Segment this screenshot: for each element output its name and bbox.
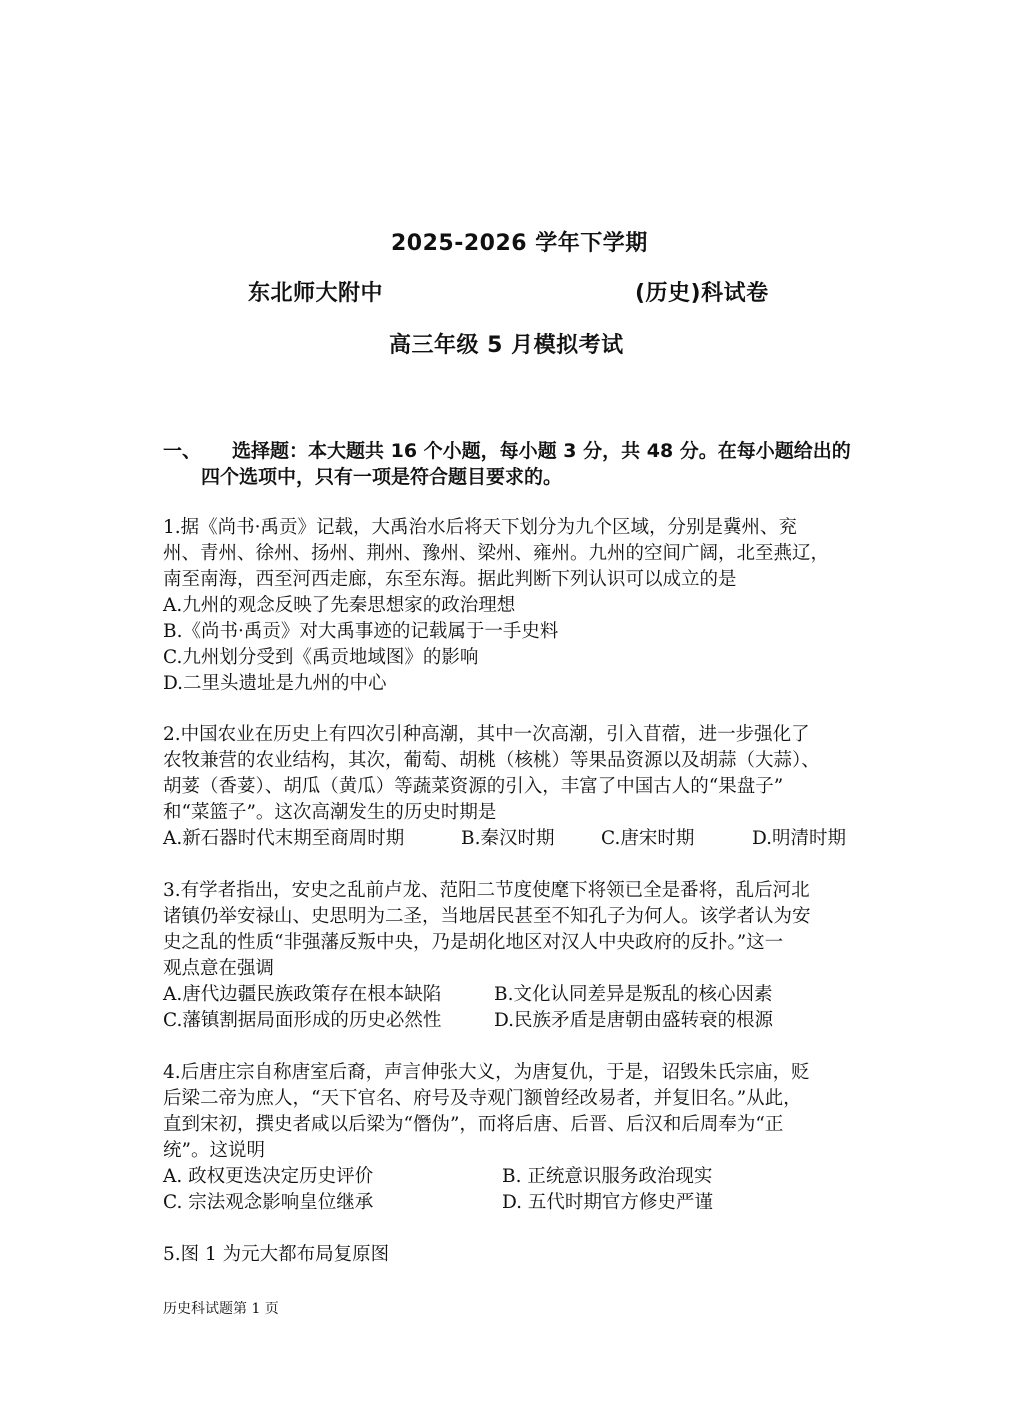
school-name: 东北师大附中 (248, 281, 384, 306)
section-number: 一、 (163, 440, 202, 462)
option-b: B. 正统意识服务政治现实 (502, 1166, 713, 1187)
option-d: D.民族矛盾是唐朝由盛转衰的根源 (494, 1010, 774, 1031)
option-b: B.文化认同差异是叛乱的核心因素 (494, 984, 773, 1005)
option-a: A.唐代边疆民族政策存在根本缺陷 (163, 984, 442, 1005)
question-stem-line: 5.图 1 为元大都布局复原图 (163, 1244, 390, 1265)
option-a: A.九州的观念反映了先秦思想家的政治理想 (163, 595, 516, 616)
question-stem-line: 诸镇仍举安禄山、史思明为二圣，当地居民甚至不知孔子为何人。该学者认为安 (163, 906, 811, 927)
option-b: B.秦汉时期 (461, 828, 555, 849)
option-c: C.藩镇割据局面形成的历史必然性 (163, 1010, 442, 1031)
option-c: C.九州划分受到《禹贡地域图》的影响 (163, 647, 479, 668)
question-stem-line: 1.据《尚书·禹贡》记载，大禹治水后将天下划分为九个区域，分别是冀州、兖 (163, 517, 798, 538)
question-stem-line: 史之乱的性质“非强藩反叛中央，乃是胡化地区对汉人中央政府的反扑。”这一 (163, 932, 784, 953)
question-stem-line: 4.后唐庄宗自称唐室后裔，声言伸张大义，为唐复仇，于是，诏毁朱氏宗庙，贬 (163, 1062, 810, 1083)
option-c: C.唐宋时期 (601, 828, 695, 849)
option-c: C. 宗法观念影响皇位继承 (163, 1192, 374, 1213)
exam-name: 高三年级 5 月模拟考试 (389, 333, 624, 358)
option-a: A.新石器时代末期至商周时期 (163, 828, 405, 849)
option-d: D. 五代时期官方修史严谨 (502, 1192, 713, 1213)
question-stem-line: 直到宋初，撰史者咸以后梁为“僭伪”，而将后唐、后晋、后汉和后周奉为“正 (163, 1114, 784, 1135)
option-d: D.明清时期 (752, 828, 847, 849)
page-footer: 历史科试题第 1 页 (163, 1301, 279, 1317)
option-a: A. 政权更迭决定历史评价 (163, 1166, 374, 1187)
option-d: D.二里头遗址是九州的中心 (163, 673, 387, 694)
question-stem-line: 和“菜篮子”。这次高潮发生的历史时期是 (163, 802, 497, 823)
question-stem-line: 2.中国农业在历史上有四次引种高潮，其中一次高潮，引入苜蓿，进一步强化了 (163, 724, 810, 745)
subject-title: (历史)科试卷 (635, 281, 769, 306)
question-stem-line: 州、青州、徐州、扬州、荆州、豫州、梁州、雍州。九州的空间广阔，北至燕辽， (163, 543, 830, 564)
question-stem-line: 观点意在强调 (163, 958, 275, 979)
section-instruction-line: 四个选项中，只有一项是符合题目要求的。 (201, 466, 563, 488)
section-instruction-line: 选择题：本大题共 16 个小题，每小题 3 分，共 48 分。在每小题给出的 (232, 440, 851, 462)
exam-term-title: 2025-2026 学年下学期 (391, 231, 648, 256)
question-stem-line: 农牧兼营的农业结构，其次，葡萄、胡桃（核桃）等果品资源以及胡蒜（大蒜）、 (163, 750, 820, 771)
question-stem-line: 统”。这说明 (163, 1140, 265, 1161)
question-stem-line: 南至南海，西至河西走廊，东至东海。据此判断下列认识可以成立的是 (163, 569, 737, 590)
option-b: B.《尚书·禹贡》对大禹事迹的记载属于一手史料 (163, 621, 559, 642)
question-stem-line: 胡荽（香荽）、胡瓜（黄瓜）等蔬菜资源的引入，丰富了中国古人的“果盘子” (163, 776, 784, 797)
question-stem-line: 后梁二帝为庶人，“天下官名、府号及寺观门额曾经改易者，并复旧名。”从此， (163, 1088, 802, 1109)
question-stem-line: 3.有学者指出，安史之乱前卢龙、范阳二节度使麾下将领已全是番将，乱后河北 (163, 880, 810, 901)
